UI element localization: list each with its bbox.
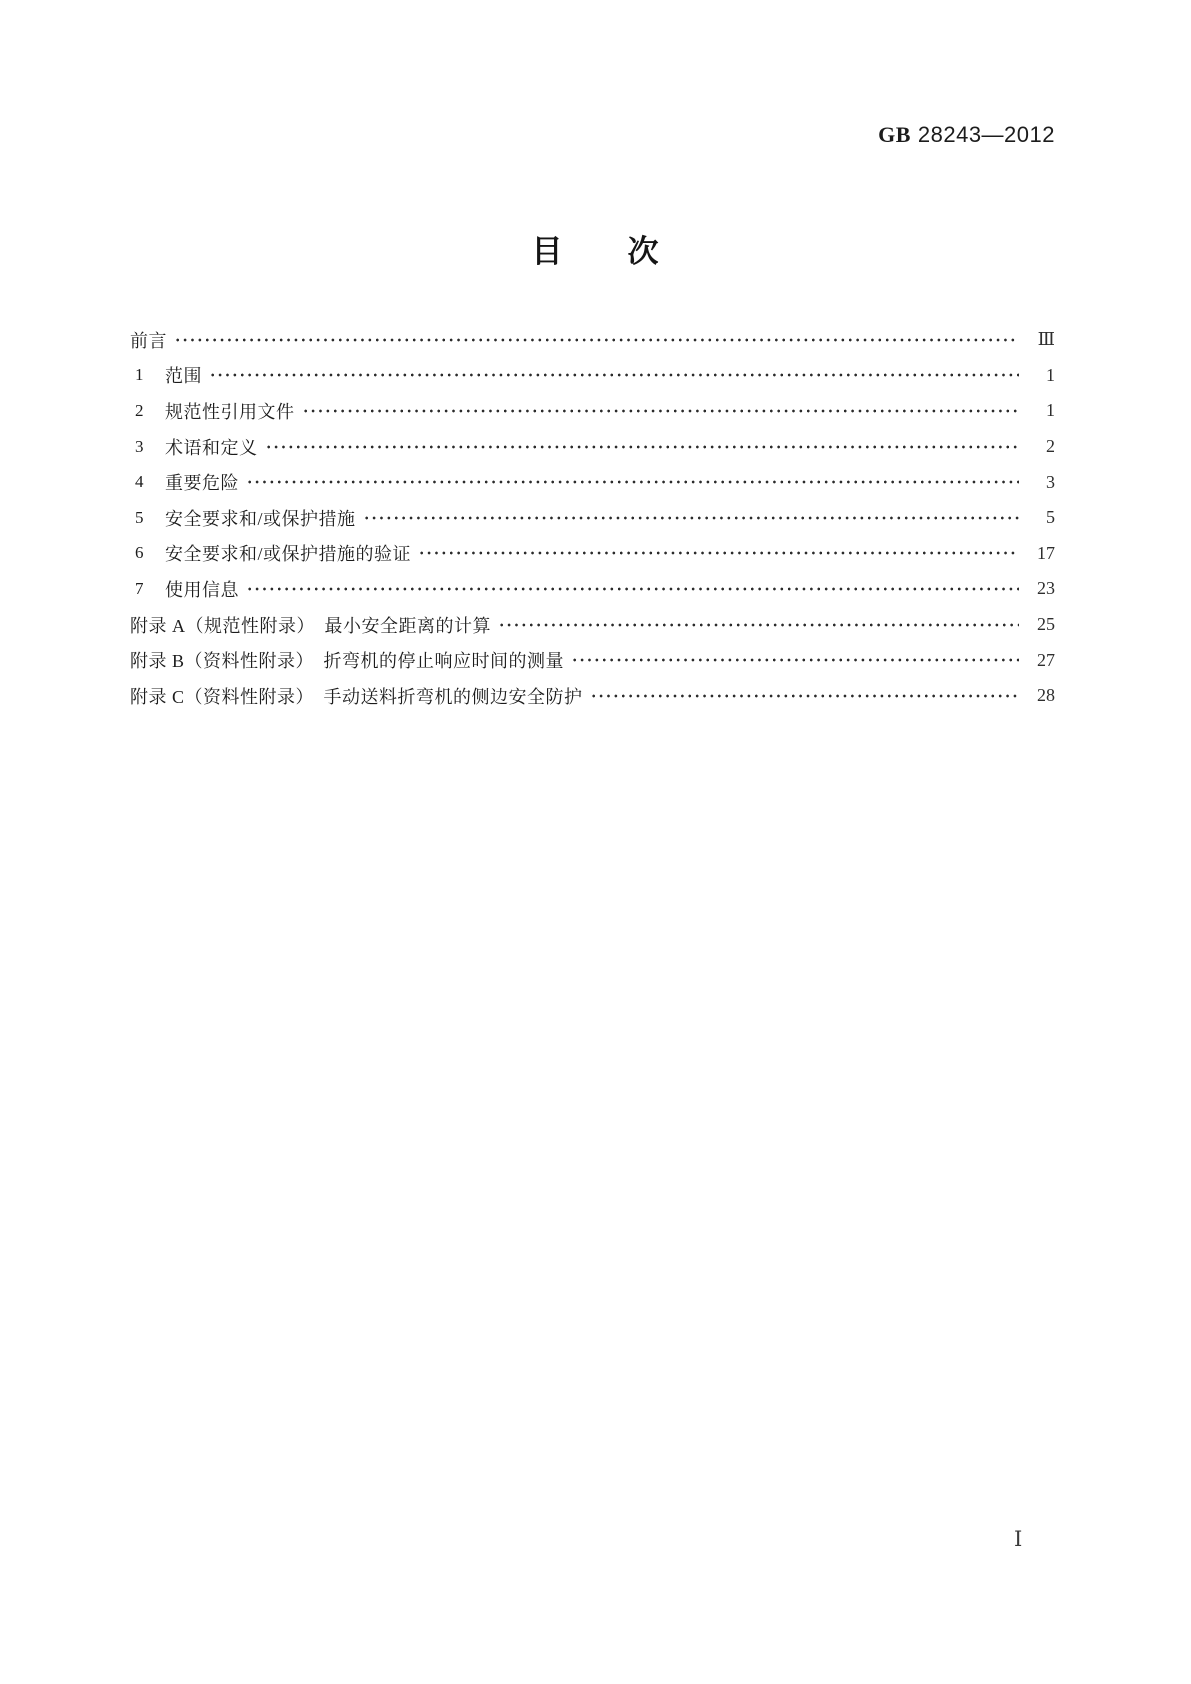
page-title: 目 次 (531, 234, 660, 269)
toc-row (130, 500, 1055, 536)
toc-row (130, 536, 1055, 572)
toc-row (130, 429, 1055, 465)
standard-code (878, 122, 1055, 148)
dot-leader (209, 358, 1019, 394)
toc-row (130, 607, 1055, 643)
dot-leader (363, 500, 1020, 536)
toc-entry-number: 1 (135, 365, 144, 385)
toc-entry-label: 附录 B（资料性附录） 折弯机的停止响应时间的测量 (130, 651, 565, 672)
dot-leader (571, 642, 1019, 678)
dot-leader (265, 429, 1020, 465)
toc-entry-page: 23 (1037, 578, 1055, 599)
standard-code-number: 28243—2012 (917, 122, 1055, 147)
toc-entry-page: 2 (1046, 436, 1055, 457)
toc-entry-page: 17 (1037, 542, 1055, 563)
toc-entry-number: 4 (135, 472, 144, 492)
toc-entry-label: 附录 C（资料性附录） 手动送料折弯机的侧边安全防护 (130, 686, 583, 707)
toc-entry-page: 28 (1037, 685, 1055, 706)
dot-leader (302, 393, 1020, 429)
toc-entry-number: 6 (135, 543, 144, 563)
toc-entry-label: 重要危险 (165, 473, 239, 494)
toc-list (130, 322, 1055, 714)
toc-row (130, 678, 1055, 714)
toc-entry-label: 安全要求和/或保护措施 (165, 508, 356, 529)
toc-entry-page: 1 (1046, 400, 1055, 421)
footer-page-number: Ⅰ (1014, 1527, 1023, 1551)
toc-entry-label: 附录 A（规范性附录） 最小安全距离的计算 (130, 615, 491, 636)
toc-entry-label: 范围 (165, 366, 202, 387)
toc-entry-page: 5 (1046, 507, 1055, 528)
toc-entry-label: 规范性引用文件 (165, 401, 295, 422)
dot-leader (174, 322, 1019, 358)
toc-entry-page: Ⅲ (1037, 329, 1055, 350)
toc-row (130, 358, 1055, 394)
toc-entry-number: 2 (135, 400, 144, 420)
toc-entry-number: 7 (135, 578, 144, 598)
dot-leader (590, 678, 1019, 714)
toc-entry-page: 27 (1037, 649, 1055, 670)
dot-leader (246, 464, 1019, 500)
toc-entry-label: 术语和定义 (165, 437, 258, 458)
toc-entry-label: 安全要求和/或保护措施的验证 (165, 544, 411, 565)
toc-row (130, 642, 1055, 678)
toc-entry-page: 25 (1037, 614, 1055, 635)
toc-entry-number: 3 (135, 436, 144, 456)
dot-leader (246, 571, 1019, 607)
toc-row (130, 571, 1055, 607)
toc-row (130, 322, 1055, 358)
toc-row (130, 393, 1055, 429)
toc-entry-number: 5 (135, 507, 144, 527)
toc-entry-page: 3 (1046, 471, 1055, 492)
toc-row (130, 464, 1055, 500)
toc-entry-page: 1 (1046, 364, 1055, 385)
dot-leader (418, 536, 1019, 572)
toc-entry-label: 使用信息 (165, 579, 239, 600)
dot-leader (498, 607, 1019, 643)
toc-entry-label: 前言 (130, 330, 167, 351)
standard-code-prefix: GB (878, 122, 911, 147)
